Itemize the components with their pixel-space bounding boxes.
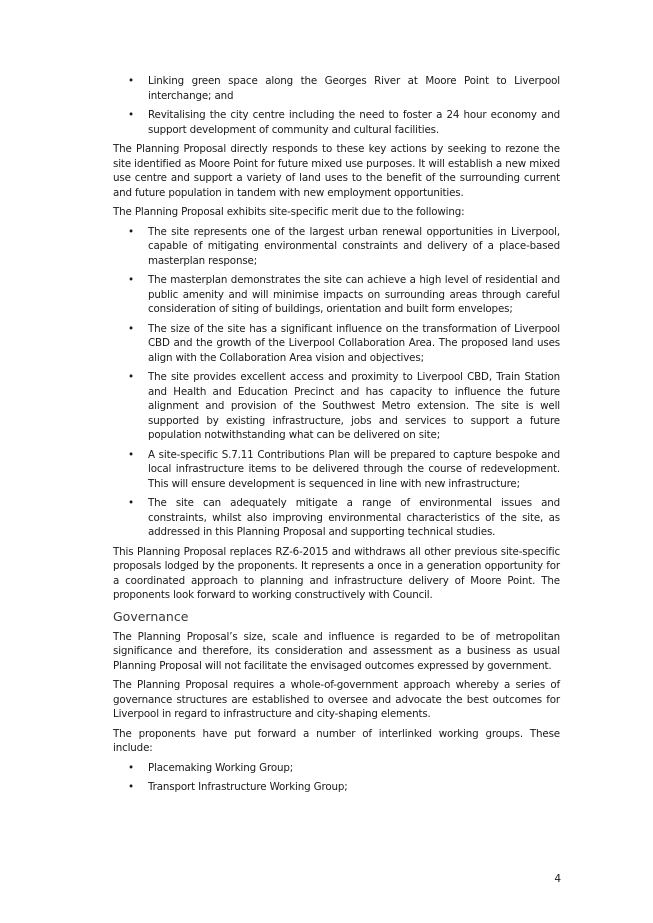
bullet-icon: • [128, 225, 134, 238]
document-page [113, 74, 560, 800]
paragraph-site-merit-intro: The Planning Proposal exhibits site-specific merit due to the following: [113, 206, 465, 218]
bullet-icon: • [128, 497, 134, 509]
list-item-text: Placemaking Working Group; [148, 761, 294, 774]
bullet-icon: • [128, 109, 134, 121]
list-item-text: The site represents one of the largest urban renewal opportunities in Liverpool, capable of mitigating environmental constraints and delivery of a place-based masterplan response; [148, 225, 560, 267]
merit-bullet-list [113, 225, 560, 540]
list-item [113, 761, 560, 776]
intro-bullet-list [113, 74, 560, 137]
bullet-icon: • [128, 781, 134, 793]
list-item [113, 448, 560, 492]
working-groups-list [113, 761, 560, 795]
bullet-icon: • [128, 322, 134, 335]
paragraph-whole-of-government: The Planning Proposal requires a whole-of-government approach whereby a series of governance structures are established to oversee and advocate the best outcomes for Liverpool in regard to infrastructure and city-shaping elements. [113, 679, 560, 720]
page-number: 4 [554, 873, 561, 885]
list-item [113, 322, 560, 366]
list-item [113, 225, 560, 269]
list-item-text: The masterplan demonstrates the site can achieve a high level of residential and public amenity and will minimise impacts on surrounding areas through careful consideration of siting of buildings, orientation and built form envelopes; [148, 274, 560, 315]
list-item-text: The size of the site has a significant influence on the transformation of Liverpool CBD and the growth of the Liverpool Collaboration Area. The proposed land uses align with the Collaboration Area vision and objectives; [148, 322, 560, 364]
paragraph-key-actions: The Planning Proposal directly responds to these key actions by seeking to rezone the site identified as Moore Point for future mixed use purposes. It will establish a new mixed use centre and support a variety of land uses to the benefit of the surrounding current and future population in tandem with new employment opportunities. [113, 143, 560, 199]
list-item [113, 273, 560, 317]
section-heading-governance: Governance [113, 608, 189, 624]
bullet-icon: • [128, 761, 134, 774]
list-item [113, 108, 560, 137]
bullet-icon: • [128, 371, 134, 383]
list-item [113, 496, 560, 540]
bullet-icon: • [128, 274, 134, 286]
list-item-text: Transport Infrastructure Working Group; [148, 781, 348, 793]
list-item-text: Linking green space along the Georges River at Moore Point to Liverpool interchange; and [148, 75, 560, 102]
bullet-icon: • [128, 448, 134, 461]
list-item-text: Revitalising the city centre including the need to foster a 24 hour economy and support development of community and cultural facilities. [148, 109, 560, 136]
list-item [113, 370, 560, 443]
list-item-text: A site-specific S.7.11 Contributions Plan will be prepared to capture bespoke and local infrastructure items to be delivered through the course of redevelopment. This will ensure development is sequenced in line with new infrastructure; [148, 448, 560, 490]
list-item [113, 780, 560, 795]
list-item [113, 74, 560, 103]
paragraph-replaces-rz: This Planning Proposal replaces RZ-6-2015 and withdraws all other previous site-specific proposals lodged by the proponents. It represents a once in a generation opportunity for a coordinated approach to planning and infrastructure delivery of Moore Point. The proponents look forward to working constructively with Council. [113, 545, 560, 601]
list-item-text: The site can adequately mitigate a range of environmental issues and constraints, whilst also improving environmental characteristics of the site, as addressed in this Planning Proposal and supporting technical studies. [148, 497, 560, 538]
bullet-icon: • [128, 75, 134, 87]
paragraph-working-groups-intro: The proponents have put forward a number of interlinked working groups. These include: [113, 727, 560, 754]
paragraph-metropolitan-significance: The Planning Proposal’s size, scale and influence is regarded to be of metropolitan significance and therefore, its consideration and assessment as a business as usual Planning Proposal will not facilitate the envisaged outcomes expressed by government. [113, 630, 560, 672]
list-item-text: The site provides excellent access and proximity to Liverpool CBD, Train Station and Health and Education Precinct and has capacity to influence the future alignment and provision of the Southwest Metro extension. The site is well supported by existing infrastructure, jobs and services to support a future population notwithstanding what can be delivered on site; [148, 371, 560, 441]
